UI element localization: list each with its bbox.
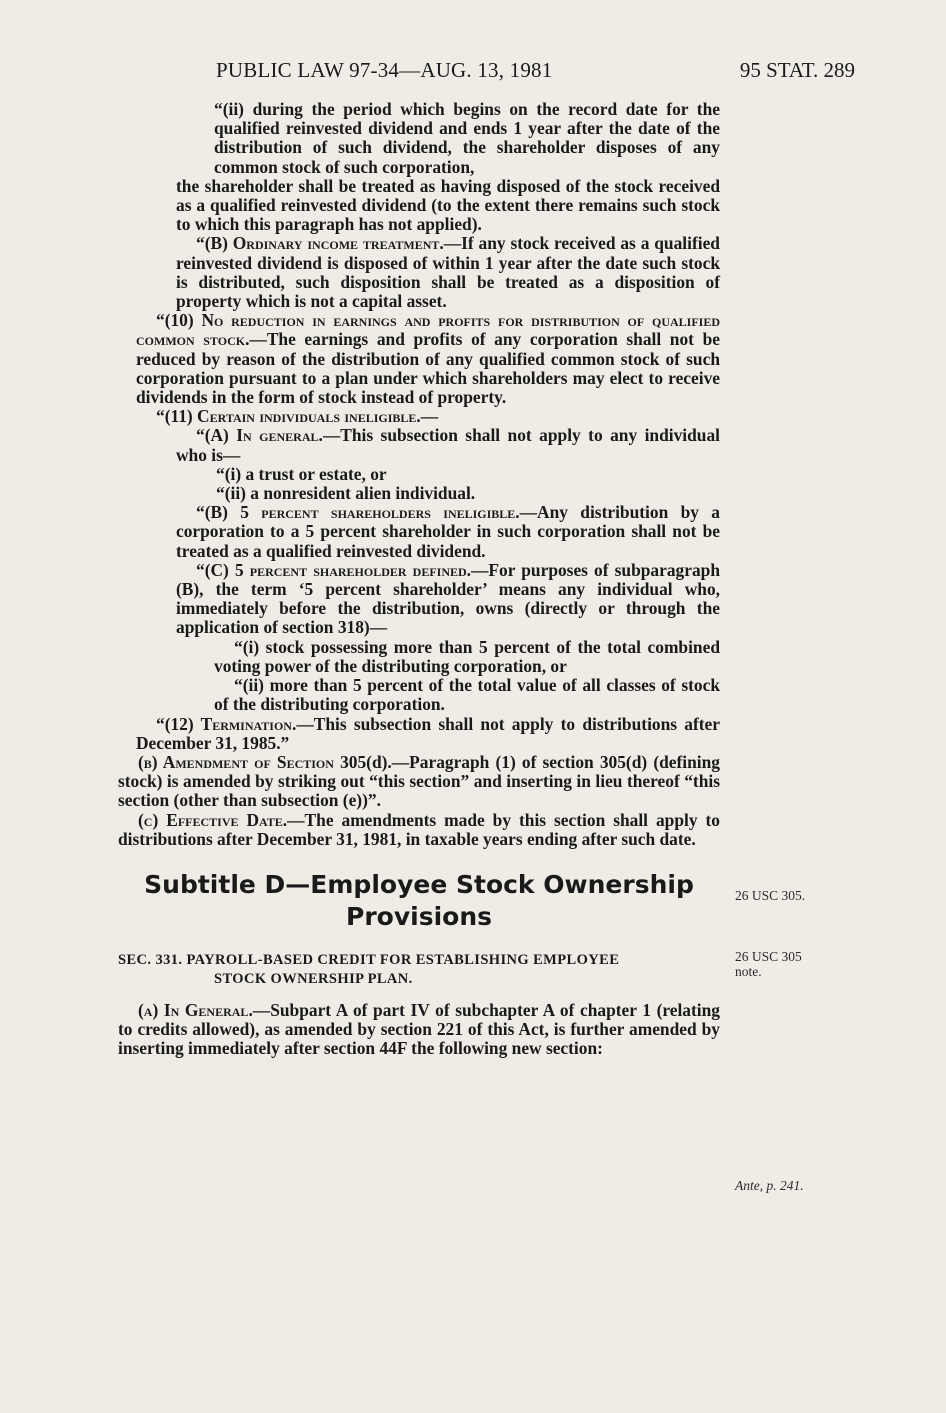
margin-note-usc-305: 26 USC 305. [735, 888, 806, 903]
heading-ordinary-income: “(B) Ordinary income treatment. [196, 233, 444, 254]
paragraph-10-no-reduction [118, 311, 720, 407]
text-shareholder-defined: —For purposes of subparagraph (B), the term ‘5 percent shareholder’ means any individual who, immediately before the distribution, owns (directly or through the application of section 318)— [176, 559, 720, 638]
text-amendment: 305(d).—Paragraph (1) of section 305(d) (defining stock) is amended by striking out “this section” and inserting in lieu thereof “this section (other than subsection (e))”. [118, 751, 720, 811]
heading-shareholders-ineligible: “(B) 5 percent shareholders ineligible. [196, 502, 520, 523]
heading-effective-date: (c) Effective Date. [138, 809, 288, 830]
heading-shareholder-defined: “(C) 5 percent shareholder defined. [196, 559, 472, 580]
subsection-a-in-general [118, 1001, 720, 1059]
clause-ii-disposal-period: “(ii) during the period which begins on the record date for the qualified reinvested dividend and ends 1 year after the date of the distribution of such dividend, the shareholder disposes of any common stock of such corporation, [214, 99, 720, 177]
subsection-b-amendment [118, 753, 720, 811]
paragraph-12-termination [118, 715, 720, 753]
text-effective-date: —The amendments made by this section shall apply to distributions after December 31, 1981, in taxable years ending after such date. [118, 809, 720, 849]
text-in-general: —This subsection shall not apply to any individual who is— [176, 425, 720, 465]
subparagraph-b-shareholders-ineligible [118, 503, 720, 561]
heading-in-general: “(A) In general. [196, 425, 323, 446]
heading-amendment: (b) Amendment of Section [138, 751, 334, 772]
text-termination: —This subsection shall not apply to distributions after December 31, 1985.” [136, 713, 720, 753]
section-heading-line-2: STOCK OWNERSHIP PLAN. [214, 970, 413, 987]
subparagraph-a-in-general [118, 426, 720, 464]
heading-subsection-a: (a) In General. [138, 999, 253, 1020]
header-page-number: 95 STAT. 289 [739, 58, 855, 82]
paragraph-11-ineligible [118, 407, 720, 426]
margin-note-ante: Ante, p. 241. [735, 1178, 804, 1193]
running-header [150, 58, 855, 84]
section-heading-line-1: SEC. 331. PAYROLL-BASED CREDIT FOR ESTABLISHING EMPLOYEE [118, 951, 620, 968]
heading-no-reduction: “(10) No reduction in earnings and profits for distribution of qualified common stock. [136, 310, 720, 350]
clause-ii-total-value: “(ii) more than 5 percent of the total value of all classes of stock of the distributing corporation. [214, 675, 720, 715]
subsection-c-effective-date [118, 811, 720, 849]
text-ordinary-income: —If any stock received as a qualified reinvested dividend is disposed of within 1 year after the date such stock is distributed, such disposition shall be treated as a disposition of property which is not a capital asset. [176, 233, 720, 312]
section-331-heading [118, 951, 720, 989]
text-no-reduction: —The earnings and profits of any corporation shall not be reduced by reason of the distribution of any qualified common stock of such corporation pursuant to a plan under which shareholders may elect to receive dividends in the form of stock instead of property. [136, 329, 720, 408]
heading-termination: “(12) Termination. [156, 713, 297, 734]
header-law-citation: PUBLIC LAW 97-34—AUG. 13, 1981 [216, 58, 553, 82]
margin-note-usc-305-note: 26 USC 305 note. [735, 949, 802, 979]
flush-text-treated-as-disposed: the shareholder shall be treated as having disposed of the stock received as a qualified reinvested dividend (to the extent there remains such stock to which this paragraph has not applied). [176, 175, 720, 235]
clause-ii-nonresident-alien: “(ii) a nonresident alien individual. [216, 483, 476, 504]
document-body [118, 100, 720, 1059]
subtitle-heading: Subtitle D—Employee Stock Ownership Provisions [144, 869, 694, 931]
subparagraph-c-shareholder-defined [118, 561, 720, 638]
clause-i-voting-power: “(i) stock possessing more than 5 percent of the total combined voting power of the distributing corporation, or [214, 636, 720, 676]
clause-i-trust-or-estate: “(i) a trust or estate, or [216, 463, 387, 484]
text-certain-individuals: — [420, 406, 439, 427]
text-subsection-a: —Subpart A of part IV of subchapter A of chapter 1 (relating to credits allowed), as amended by section 221 of this Act, is further amended by inserting immediately after section 44F the following new section: [118, 999, 720, 1059]
text-shareholders-ineligible: —Any distribution by a corporation to a 5 percent shareholder in such corporation shall not be treated as a qualified reinvested dividend. [176, 502, 720, 561]
heading-certain-individuals: “(11) Certain individuals ineligible. [156, 406, 421, 427]
subparagraph-b-ordinary-income [118, 234, 720, 311]
